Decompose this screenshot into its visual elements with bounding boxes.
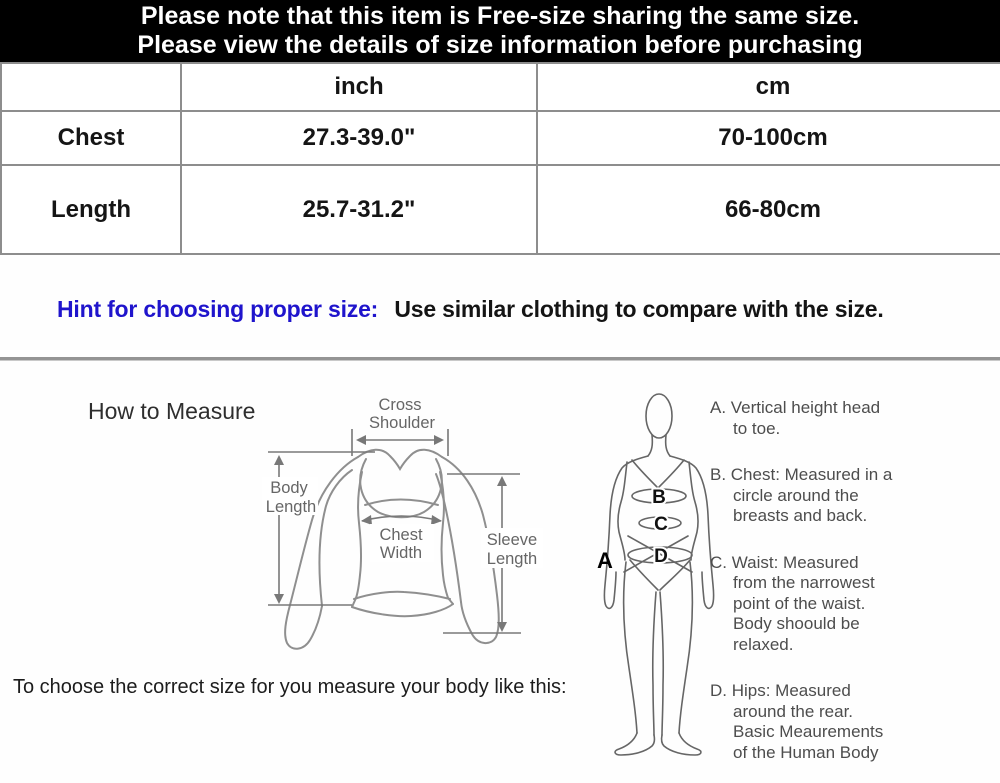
- instruction-line: C. Waist: Measured: [710, 552, 859, 572]
- how-to-measure-heading: How to Measure: [88, 398, 256, 424]
- instruction-line: Basic Meaurements: [733, 722, 884, 741]
- chest-width-label: Width: [379, 544, 423, 562]
- hint-label: Hint for choosing proper size:: [57, 296, 379, 322]
- body-length-label: Body: [270, 479, 308, 497]
- instruction-block-b: [710, 465, 910, 527]
- table-row: [1, 165, 1000, 254]
- instruction-line: D. Hips: Measured: [710, 681, 851, 700]
- figure-label-c: C: [654, 514, 668, 535]
- length-inch-value: 25.7-31.2": [181, 165, 537, 254]
- instruction-line: Body shoould be: [733, 614, 860, 633]
- instruction-line: breasts and back.: [733, 506, 868, 525]
- instruction-line: to toe.: [733, 418, 781, 438]
- cross-shoulder-label: Cross: [378, 396, 422, 414]
- measurement-instructions: [710, 398, 910, 783]
- header-cell-cm: cm: [537, 63, 1000, 111]
- figure-label-d: D: [654, 546, 668, 567]
- instruction-line: B. Chest: Measured in a: [710, 465, 893, 484]
- instruction-block-c: [710, 553, 910, 656]
- length-cm-value: 66-80cm: [537, 165, 1000, 254]
- table-header-row: [1, 63, 1000, 111]
- section-divider: [0, 357, 1000, 361]
- figure-label-a: A: [597, 548, 613, 573]
- notice-banner: [0, 0, 1000, 62]
- instruction-line: A. Vertical height head: [710, 398, 881, 417]
- instruction-line: around the rear.: [733, 701, 854, 721]
- chest-inch-value: 27.3-39.0": [181, 111, 537, 165]
- instruction-line: relaxed.: [733, 634, 794, 654]
- instruction-block-d: [710, 681, 910, 763]
- body-figure-labels: [597, 487, 668, 573]
- body-length-label: Length: [265, 498, 317, 516]
- size-table: [0, 62, 1000, 255]
- header-cell-inch: inch: [181, 63, 537, 111]
- measure-footer-text: To choose the correct size for you measure your body like this:: [13, 676, 567, 698]
- figure-label-b: B: [652, 487, 666, 508]
- instruction-line: of the Human Body: [733, 742, 879, 762]
- instruction-line: circle around the: [733, 485, 859, 505]
- body-measure-figure: [588, 385, 722, 770]
- shirt-measure-diagram: [250, 385, 570, 665]
- body-outline: [604, 394, 713, 755]
- instruction-block-a: [710, 398, 910, 439]
- row-label-chest: Chest: [1, 111, 181, 165]
- row-label-length: Length: [1, 165, 181, 254]
- instruction-line: point of the waist.: [733, 593, 866, 613]
- chest-width-label: Chest: [379, 526, 423, 544]
- hint-text: Use similar clothing to compare with the size.: [394, 296, 884, 322]
- sleeve-length-label: Sleeve: [486, 531, 538, 549]
- sleeve-length-label: Length: [486, 550, 538, 568]
- table-row: [1, 111, 1000, 165]
- notice-line-1: Please note that this item is Free-size sharing the same size.: [140, 2, 860, 30]
- instruction-line: from the narrowest: [733, 573, 875, 592]
- chest-cm-value: 70-100cm: [537, 111, 1000, 165]
- header-cell-empty: [1, 63, 181, 111]
- size-hint: [57, 296, 987, 323]
- notice-line-2: Please view the details of size information before purchasing: [137, 31, 863, 59]
- cross-shoulder-label: Shoulder: [368, 414, 436, 432]
